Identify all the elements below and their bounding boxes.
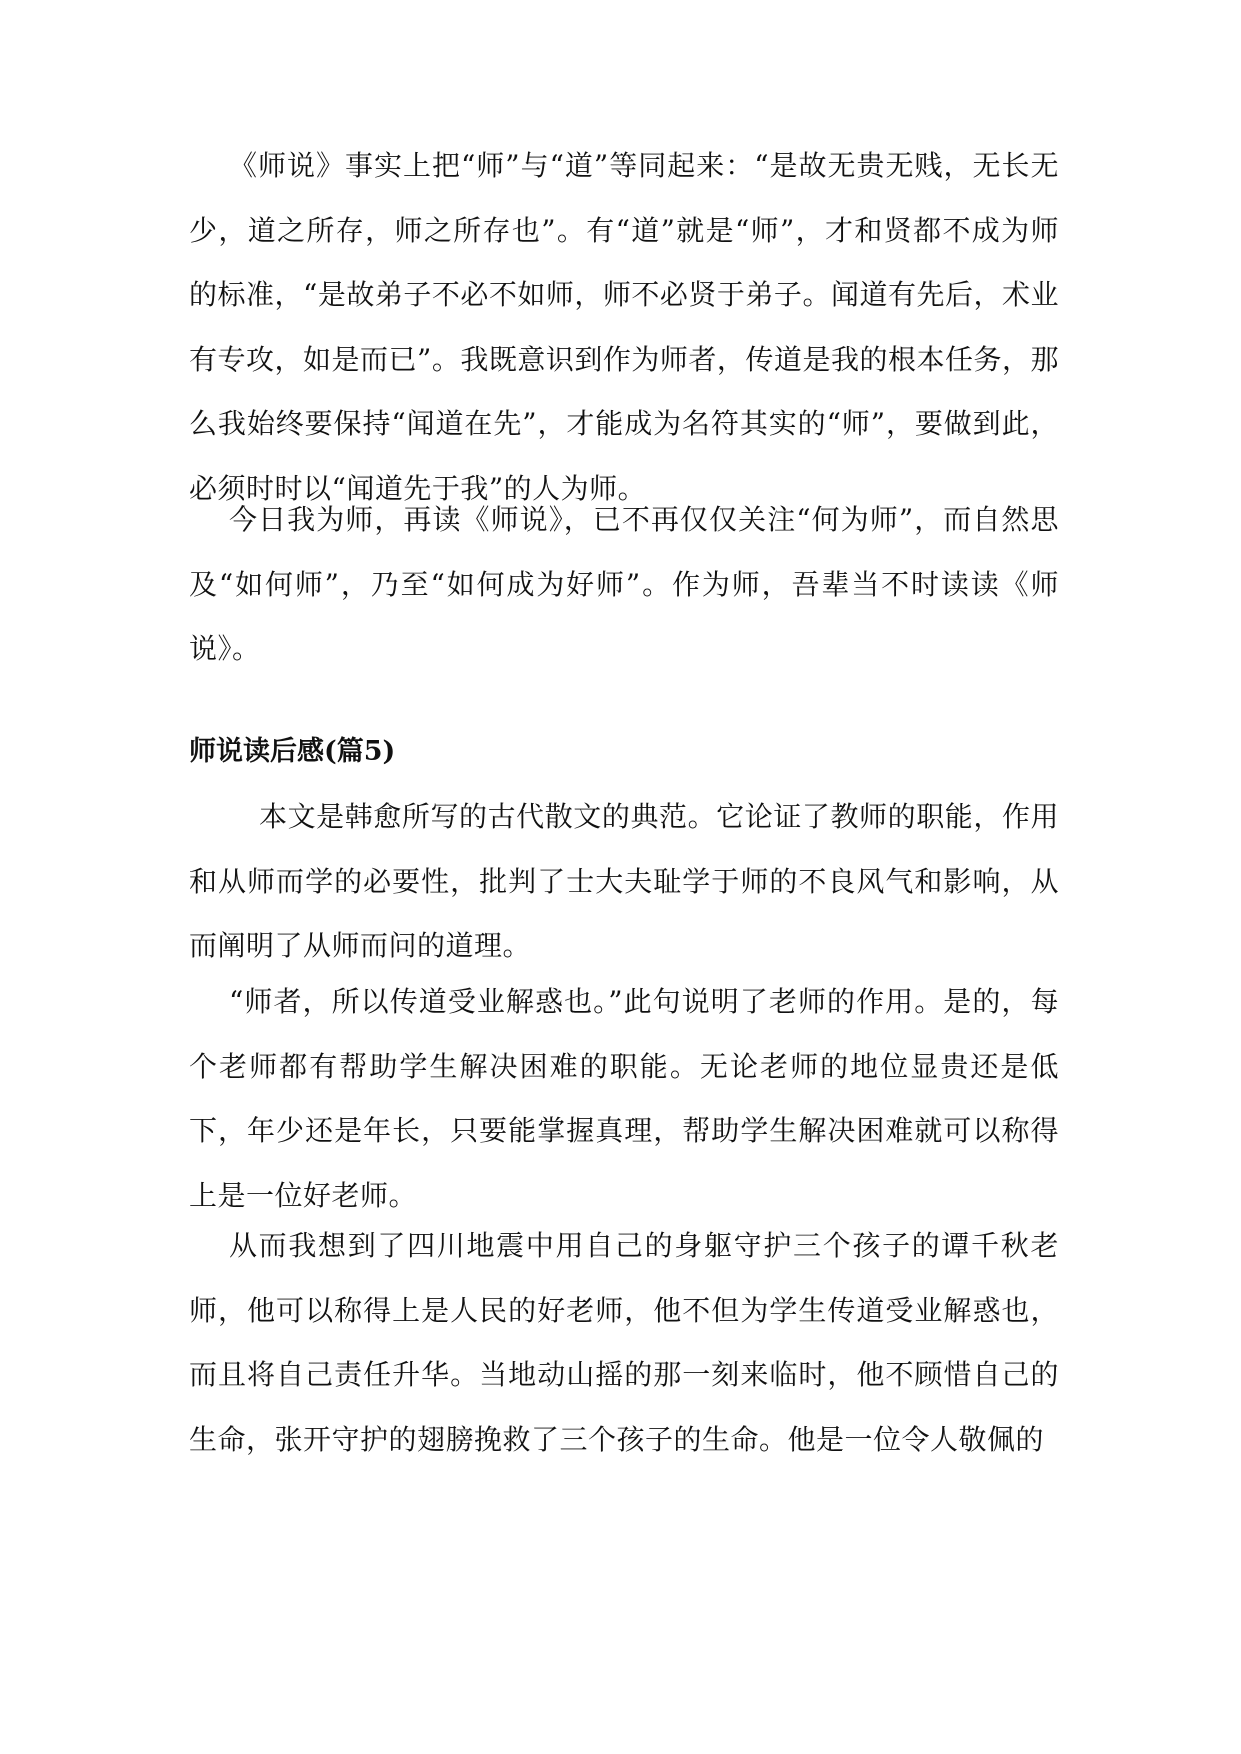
document-page [189, 0, 1059, 1754]
paragraph-5: 从而我想到了四川地震中用自己的身躯守护三个孩子的谭千秋老师，他可以称得上是人民的好老师，他不但为学生传道受业解惑也，而且将自己责任升华。当地动山摇的那一刻来临时，他不顾惜自己的生命，张开守护的翅膀挽救了三个孩子的生命。他是一位令人敬佩的 [189, 1229, 1059, 1456]
paragraph-1: 《师说》事实上把“师”与“道”等同起来：“是故无贵无贱，无长无少，道之所存，师之所存也”。有“道”就是“师”，才和贤都不成为师的标准，“是故弟子不必不如师，师不必贤于弟子。闻道有先后，术业有专攻，如是而已”。我既意识到作为师者，传道是我的根本任务，那么我始终要保持“闻道在先”，才能成为名符其实的“师”，要做到此，必须时时以“闻道先于我”的人为师。 [189, 149, 1059, 505]
paragraph-3: 本文是韩愈所写的古代散文的典范。它论证了教师的职能，作用和从师而学的必要性，批判了士大夫耻学于师的不良风气和影响，从而阐明了从师而问的道理。 [189, 800, 1059, 962]
paragraph-4: “师者，所以传道受业解惑也。”此句说明了老师的作用。是的，每个老师都有帮助学生解决困难的职能。无论老师的地位显贵还是低下，年少还是年长，只要能掌握真理，帮助学生解决困难就可以称得上是一位好老师。 [189, 985, 1059, 1212]
paragraph-2: 今日我为师，再读《师说》，已不再仅仅关注“何为师”，而自然思及“如何师”，乃至“如何成为好师”。作为师，吾辈当不时读读《师说》。 [189, 503, 1059, 665]
section-heading: 师说读后感(篇5) [189, 736, 396, 767]
